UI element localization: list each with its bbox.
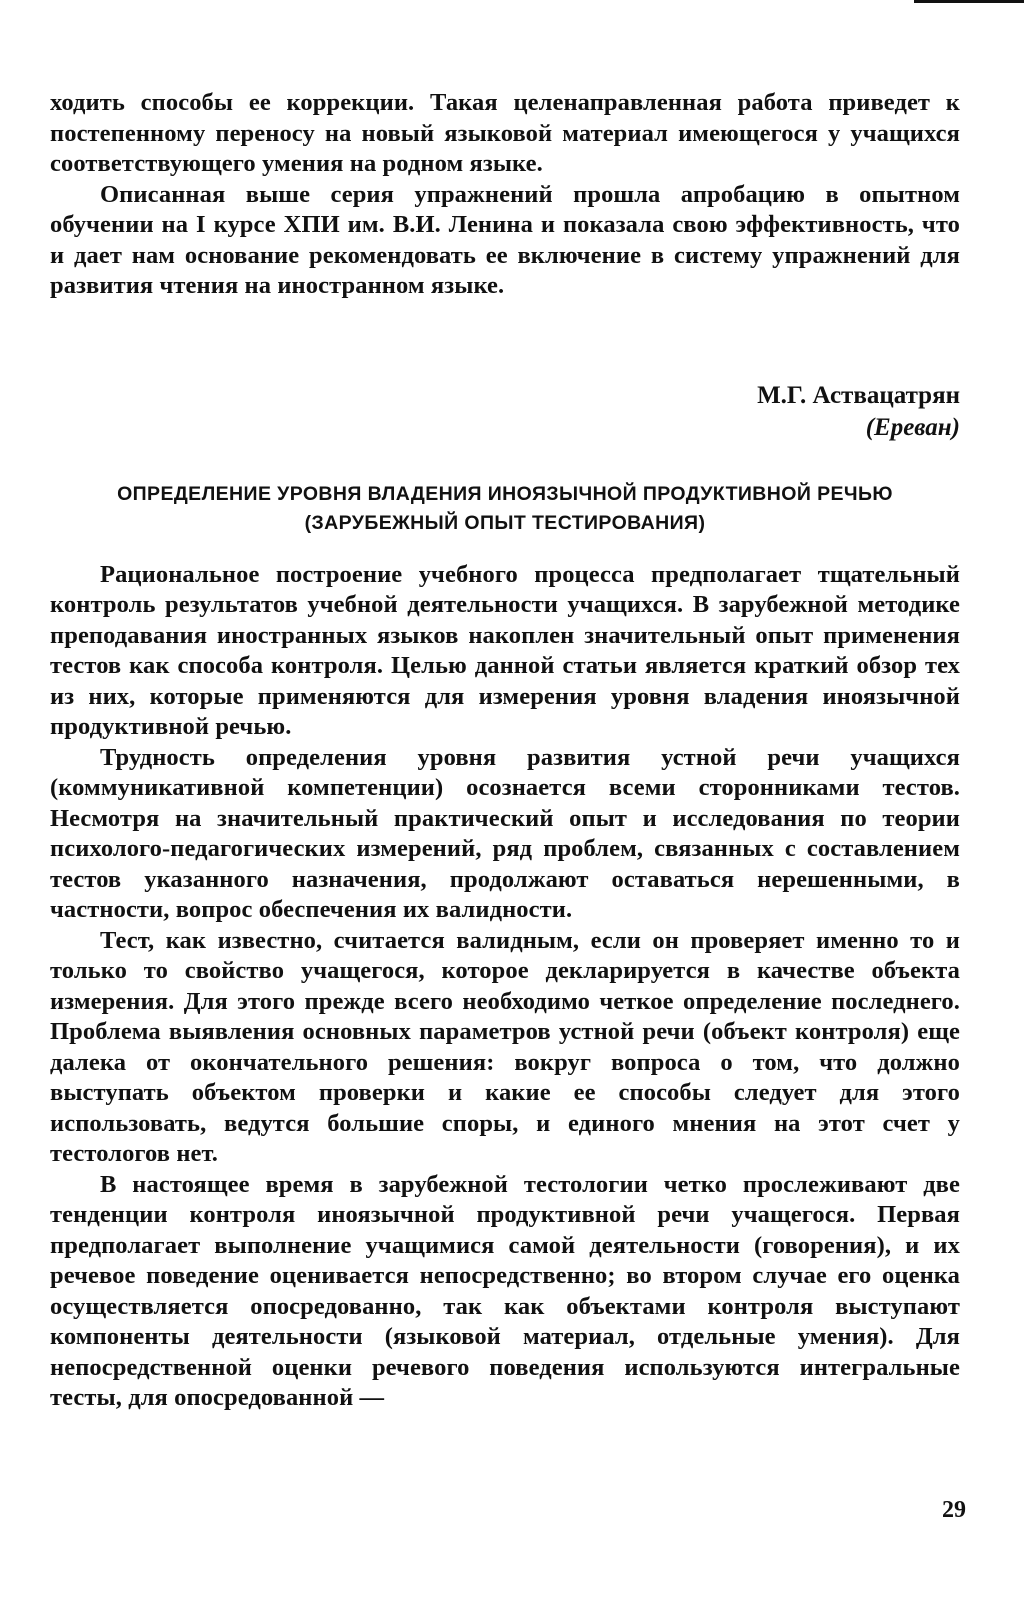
article-paragraph: Трудность определения уровня развития устной речи учащихся (коммуникативной компетенции) осознается всеми сторонниками тестов. Несмотря на значительный практический опыт и исследования по теории психолого-педагогических измерений, ряд проблем, связанных с составлением тестов указанного назначения, продолжают оставаться нерешенными, в частности, вопрос обеспечения их валидности. [50, 743, 960, 923]
top-edge-rule [914, 0, 1024, 3]
document-page [50, 88, 960, 1414]
author-city: (Ереван) [865, 413, 960, 441]
intro-paragraph-conclusion: Описанная выше серия упражнений прошла апробацию в опытном обучении на I курсе ХПИ им. В.И. Ленина и показала свою эффективность, что и дает нам основание рекомендовать ее включение в систему упражнений для развития чтения на иностранном языке. [50, 180, 960, 299]
article-paragraph: В настоящее время в зарубежной тестологии четко прослеживают две тенденции контроля иноязычной продуктивной речи учащегося. Первая предполагает выполнение учащимися самой деятельности (говорения), и их речевое поведение оценивается непосредственно; во втором случае его оценка осуществляется опосредованно, так как объектами контроля выступают компоненты деятельности (языковой материал, отдельные умения). Для непосредственной оценки речевого поведения используются интегральные тесты, для опосредованной — [50, 1170, 960, 1411]
intro-paragraph-continued: ходить способы ее коррекции. Такая целенаправленная работа приведет к постепенному переносу на новый языковой материал имеющегося у учащихся соответствующего умения на родном языке. [50, 89, 960, 177]
article-paragraph: Тест, как известно, считается валидным, если он проверяет именно то и только то свойство учащегося, которое декларируется в качестве объекта измерения. Для этого прежде всего необходимо четкое определение последнего. Проблема выявления основных параметров устной речи (объект контроля) еще далека от окончательного решения: вокруг вопроса о том, что должно выступать объектом проверки и какие ее способы следует для этого использовать, ведутся большие споры, и единого мнения на этот счет у тестологов нет. [50, 926, 960, 1167]
article-title: ОПРЕДЕЛЕНИЕ УРОВНЯ ВЛАДЕНИЯ ИНОЯЗЫЧНОЙ ПРОДУКТИВНОЙ РЕЧЬЮ (ЗАРУБЕЖНЫЙ ОПЫТ ТЕСТИРОВАНИЯ) [117, 482, 893, 534]
author-name: М.Г. Аствацатрян [757, 381, 960, 409]
article-byline [50, 380, 960, 444]
article-paragraph: Рациональное построение учебного процесса предполагает тщательный контроль результатов учебной деятельности учащихся. В зарубежной методике преподавания иностранных языков накоплен значительный опыт применения тестов как способа контроля. Целью данной статьи является краткий обзор тех из них, которые применяются для измерения уровня владения иноязычной продуктивной речью. [50, 560, 960, 740]
page-number: 29 [942, 1497, 966, 1523]
